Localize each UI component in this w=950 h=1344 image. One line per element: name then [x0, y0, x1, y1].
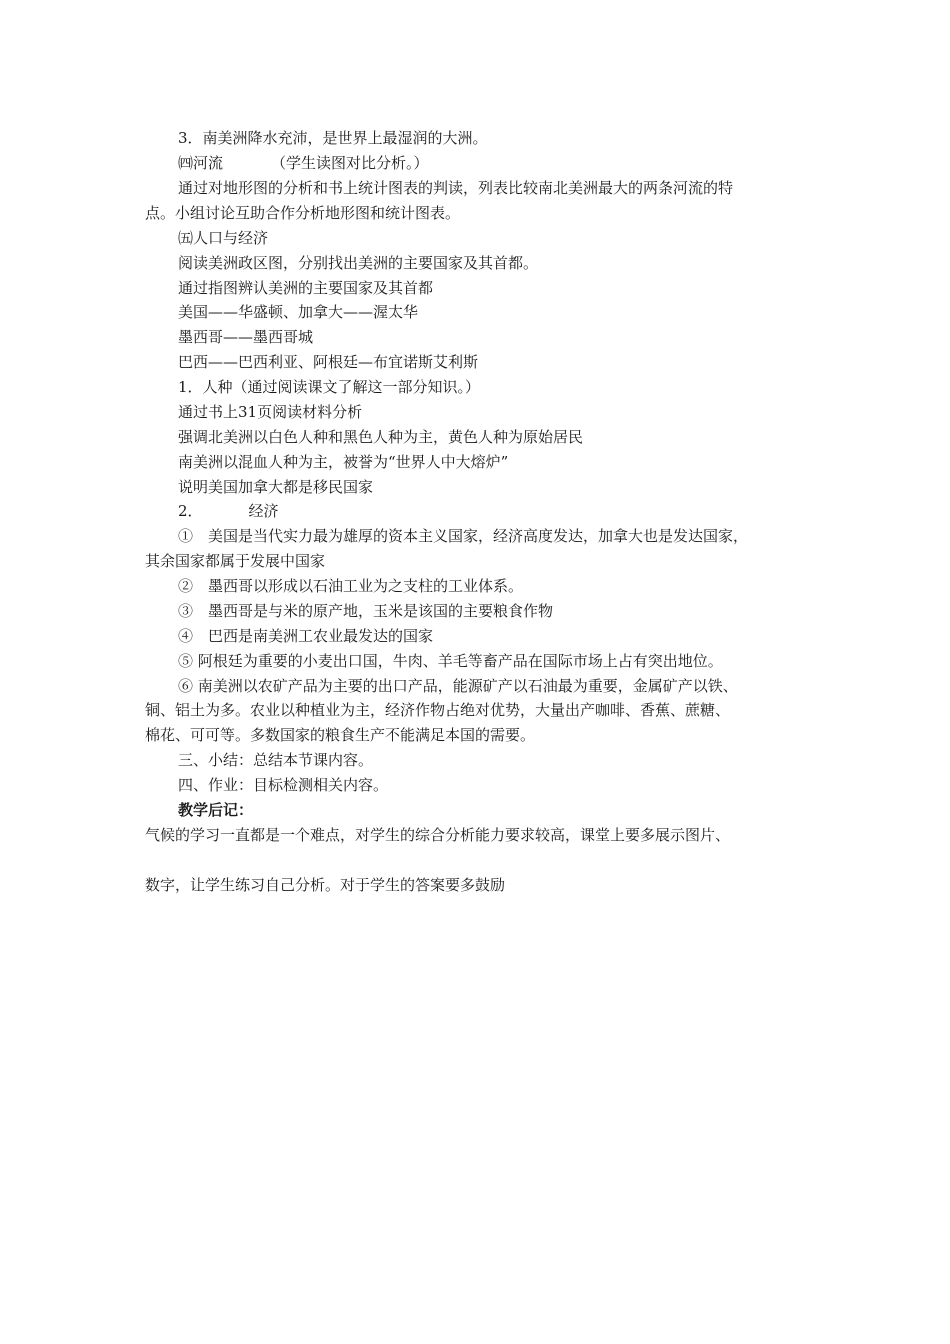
- text-line: 1．人种（通过阅读课文了解这一部分知识。）: [178, 378, 481, 396]
- list-item: ③ 墨西哥是与米的原产地，玉米是该国的主要粮食作物: [178, 602, 554, 620]
- teaching-notes-heading: 教学后记：: [178, 801, 254, 819]
- text-line: 南美洲以混血人种为主，被誉为“世界人中大熔炉”: [178, 453, 509, 471]
- homework-line: 四、作业：目标检测相关内容。: [178, 776, 389, 794]
- text-line: 墨西哥——墨西哥城: [178, 328, 314, 346]
- section-heading-rivers: [178, 153, 429, 173]
- list-item: ⑥ 南美洲以农矿产品为主要的出口产品，能源矿产以石油最为重要，金属矿产以铁、: [178, 677, 738, 695]
- heading-number: 2．: [178, 502, 203, 520]
- text-line: 巴西——巴西利亚、阿根廷—布宜诺斯艾利斯: [178, 353, 479, 371]
- text-line: 3．南美洲降水充沛，是世界上最湿润的大洲。: [178, 129, 488, 147]
- text-line: 通过指图辨认美洲的主要国家及其首都: [178, 279, 434, 297]
- summary-line: 三、小结：总结本节课内容。: [178, 751, 374, 769]
- text-line: 通过对地形图的分析和书上统计图表的判读，列表比较南北美洲最大的两条河流的特: [178, 179, 734, 197]
- list-item: ① 美国是当代实力最为雄厚的资本主义国家，经济高度发达，加拿大也是发达国家，: [178, 527, 749, 545]
- text-line: 数字，让学生练习自己分析。对于学生的答案要多鼓励: [145, 876, 506, 894]
- section-heading-population: ㈤人口与经济: [178, 229, 269, 247]
- text-line: 美国——华盛顿、加拿大——渥太华: [178, 303, 419, 321]
- heading-note: （学生读图对比分析。）: [271, 154, 429, 172]
- list-item: ④ 巴西是南美洲工农业最发达的国家: [178, 627, 434, 645]
- text-line: 阅读美洲政区图，分别找出美洲的主要国家及其首都。: [178, 254, 539, 272]
- list-item: ⑤ 阿根廷为重要的小麦出口国，牛肉、羊毛等畜产品在国际市场上占有突出地位。: [178, 652, 723, 670]
- text-line: 强调北美洲以白色人种和黑色人种为主，黄色人种为原始居民: [178, 428, 584, 446]
- text-line: 点。小组讨论互助合作分析地形图和统计图表。: [145, 204, 461, 222]
- text-line: 棉花、可可等。多数国家的粮食生产不能满足本国的需要。: [145, 726, 536, 744]
- text-line: 通过书上31页阅读材料分析: [178, 403, 363, 421]
- text-line: 其余国家都属于发展中国家: [145, 552, 326, 570]
- text-line: 气候的学习一直都是一个难点，对学生的综合分析能力要求较高，课堂上要多展示图片、: [145, 826, 731, 844]
- text-line: 说明美国加拿大都是移民国家: [178, 478, 374, 496]
- text-line: 铜、铝土为多。农业以种植业为主，经济作物占绝对优势，大量出产咖啡、香蕉、蔗糖、: [145, 701, 731, 719]
- heading-label: 经济: [248, 502, 279, 520]
- section-heading-economy: [178, 501, 279, 521]
- heading-label: ㈣河流: [178, 154, 224, 172]
- list-item: ② 墨西哥以形成以石油工业为之支柱的工业体系。: [178, 577, 524, 595]
